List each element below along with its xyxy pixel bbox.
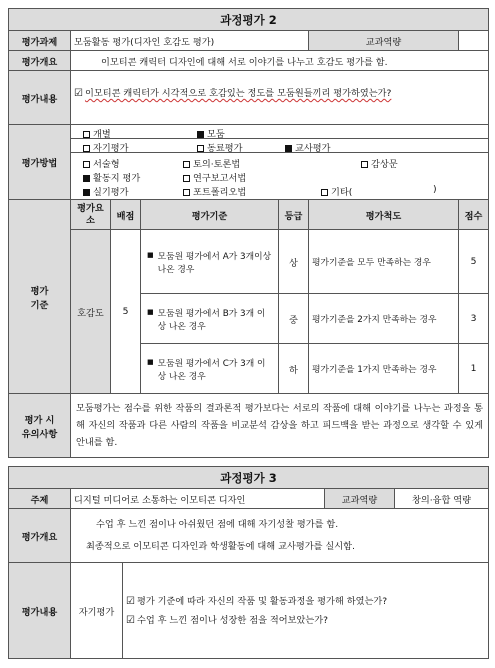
content-items: [123, 563, 489, 659]
method-essay[interactable]: 서술형: [83, 156, 120, 170]
overview-line: 최종적으로 이모티콘 디자인과 학생활동에 대해 교사평가를 실시함.: [86, 540, 355, 552]
checkbox-empty-icon: [83, 145, 90, 152]
bullet-icon: ■: [147, 250, 154, 259]
competency-value: 창의·융합 역량: [395, 489, 489, 509]
score-value: 5: [459, 230, 489, 294]
checkbox-filled-icon: [285, 145, 292, 152]
element-value: 호감도: [71, 230, 111, 394]
self-eval-label: 자기평가: [71, 563, 123, 659]
method-other-close: ): [433, 184, 437, 195]
content-cell: [71, 71, 489, 125]
method-options: [71, 125, 488, 199]
method-activity[interactable]: 활동지 평가: [83, 170, 140, 184]
list-item: ☑ 수업 후 느낀 점이나 성장한 점을 적어보았는가?: [126, 614, 328, 626]
criterion-text: 모둠원 평가에서 C가 3개 이상 나온 경우: [157, 358, 266, 382]
method-cell: [71, 125, 489, 200]
scale-value: 평가기준을 2가지 만족하는 경우: [309, 294, 459, 344]
overview-value: 이모티콘 캐릭터 디자인에 대해 서로 이야기를 나누고 호감도 평가를 함.: [71, 51, 489, 71]
list-item: ☑ 평가 기준에 따라 자신의 작품 및 활동과정을 평가해 하였는가?: [126, 595, 388, 607]
grade-value: 하: [279, 344, 309, 394]
content-label: 평가내용: [9, 563, 71, 659]
checkbox-empty-icon: [321, 189, 328, 196]
method-debate[interactable]: 토의·토론법: [183, 156, 240, 170]
overview-cell: [71, 509, 489, 563]
method-peer[interactable]: 동료평가: [197, 140, 243, 154]
bullet-icon: ■: [147, 357, 154, 366]
bullet-icon: ■: [147, 307, 154, 316]
competency-label: 교과역량: [309, 31, 459, 51]
table-title: 과정평가 2: [9, 9, 489, 31]
points-value: 5: [111, 230, 141, 394]
method-practical[interactable]: 실기평가: [83, 184, 129, 198]
method-label: 평가방법: [9, 125, 71, 200]
check-icon: ☑: [126, 614, 135, 626]
criteria-label: 평가 기준: [9, 200, 71, 394]
overview-line: 수업 후 느낀 점이나 아쉬웠던 점에 대해 자기성찰 평가를 함.: [96, 518, 339, 530]
checkbox-filled-icon: [83, 189, 90, 196]
checkbox-empty-icon: [197, 145, 204, 152]
header-element: 평가요소: [71, 200, 111, 230]
competency-label: 교과역량: [325, 489, 395, 509]
notes-value: 모둠평가는 점수를 위한 작품의 결과론적 평가보다는 서로의 작품에 대해 이야기를 나누는 과정을 통해 자신의 작품과 다른 사람의 작품을 비교분석 감상을 하고 피드백을 받는 과정으로 생각할 수 있게 안내를 함.: [71, 394, 489, 458]
table-row: [9, 230, 489, 294]
checkbox-empty-icon: [361, 161, 368, 168]
notes-label: 평가 시 유의사항: [9, 394, 71, 458]
method-other[interactable]: 기타(: [321, 184, 352, 198]
grade-value: 중: [279, 294, 309, 344]
header-grade: 등급: [279, 200, 309, 230]
task-label: 평가과제: [9, 31, 71, 51]
assessment-table-2: [8, 8, 489, 458]
method-appreciation[interactable]: 감상문: [361, 156, 398, 170]
overview-label: 평가개요: [9, 509, 71, 563]
score-value: 1: [459, 344, 489, 394]
method-individual[interactable]: 개별: [83, 126, 111, 140]
competency-value: [459, 31, 489, 51]
method-portfolio[interactable]: 포트폴리오법: [183, 184, 246, 198]
method-self[interactable]: 자기평가: [83, 140, 129, 154]
divider: [71, 138, 488, 139]
checkbox-empty-icon: [183, 189, 190, 196]
checkbox-empty-icon: [183, 175, 190, 182]
divider: [71, 152, 488, 153]
scale-value: 평가기준을 1가지 만족하는 경우: [309, 344, 459, 394]
scale-value: 평가기준을 모두 만족하는 경우: [309, 230, 459, 294]
check-icon: ☑: [74, 88, 83, 99]
method-teacher[interactable]: 교사평가: [285, 140, 331, 154]
overview-label: 평가개요: [9, 51, 71, 71]
topic-label: 주제: [9, 489, 71, 509]
assessment-table-3: [8, 466, 489, 659]
checkbox-filled-icon: [83, 175, 90, 182]
grade-value: 상: [279, 230, 309, 294]
score-value: 3: [459, 294, 489, 344]
content-value: 이모티콘 캐릭터가 시각적으로 호감있는 정도를 모둠원들끼리 평가하였는가?: [84, 88, 392, 99]
header-criterion: 평가기준: [141, 200, 279, 230]
method-report[interactable]: 연구보고서법: [183, 170, 246, 184]
checkbox-empty-icon: [83, 161, 90, 168]
content-label: 평가내용: [9, 71, 71, 125]
checkbox-empty-icon: [183, 161, 190, 168]
table-title: 과정평가 3: [9, 467, 489, 489]
method-group[interactable]: 모둠: [197, 126, 225, 140]
criterion-text: 모둠원 평가에서 A가 3개이상 나온 경우: [157, 251, 272, 275]
check-icon: ☑: [126, 595, 135, 607]
criterion-text: 모둠원 평가에서 B가 3개 이상 나온 경우: [157, 308, 266, 332]
topic-value: 디지털 미디어로 소통하는 이모티콘 디자인: [71, 489, 325, 509]
task-value: 모둠활동 평가(디자인 호감도 평가): [71, 31, 309, 51]
checkbox-empty-icon: [83, 131, 90, 138]
header-scale: 평가척도: [309, 200, 459, 230]
header-score: 점수: [459, 200, 489, 230]
header-points: 배점: [111, 200, 141, 230]
checkbox-filled-icon: [197, 131, 204, 138]
